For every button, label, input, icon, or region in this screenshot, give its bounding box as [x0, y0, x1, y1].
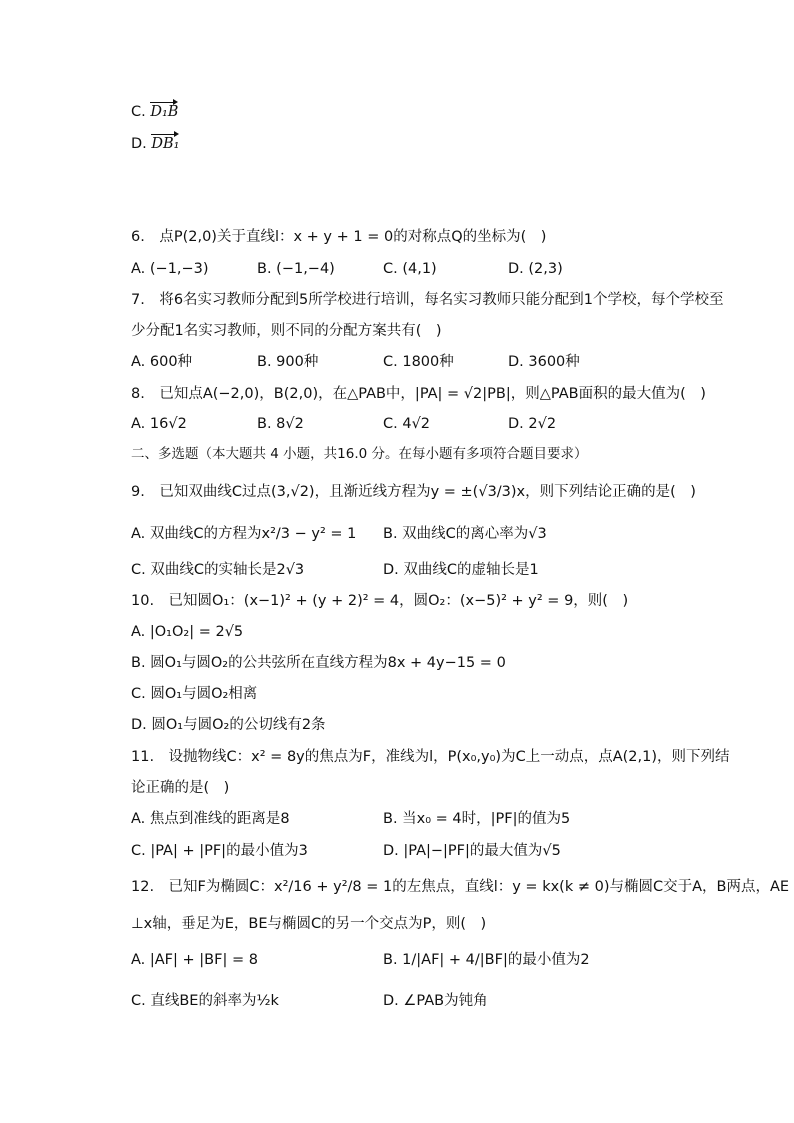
q12-stem-line2: ⊥x轴，垂足为E，BE与椭圆C的另一个交点为P，则( ): [131, 916, 487, 932]
q7-stem-line1: 7. 将6名实习教师分配到5所学校进行培训，每名实习教师只能分配到1个学校，每个学校至: [131, 292, 724, 308]
q9-option-b: B. 双曲线C的离心率为√3: [383, 526, 547, 542]
q6-option-d: D. (2,3): [508, 261, 563, 277]
q5-option-d: [131, 134, 179, 154]
q10-option-d: D. 圆O₁与圆O₂的公切线有2条: [131, 717, 326, 733]
q9-option-a: A. 双曲线C的方程为x²/3 − y² = 1: [131, 526, 357, 542]
q10-option-c: C. 圆O₁与圆O₂相离: [131, 686, 258, 702]
q8-option-b: B. 8√2: [257, 416, 304, 432]
q5-option-d-label: D.: [131, 136, 152, 152]
section-multi-choice-heading: 二、多选题（本大题共 4 小题，共16.0 分。在每小题有多项符合题目要求）: [131, 446, 588, 462]
q7-option-b: B. 900种: [257, 354, 319, 370]
q12-option-c: C. 直线BE的斜率为½k: [131, 993, 279, 1009]
q8-option-a: A. 16√2: [131, 416, 187, 432]
q5-option-d-vector: DB₁: [151, 136, 180, 152]
q10-option-b: B. 圆O₁与圆O₂的公共弦所在直线方程为8x + 4y−15 = 0: [131, 655, 506, 671]
q6-option-a: A. (−1,−3): [131, 261, 209, 277]
q11-option-c: C. |PA| + |PF|的最小值为3: [131, 843, 308, 859]
q11-option-d: D. |PA|−|PF|的最大值为√5: [383, 843, 561, 859]
q12-stem-line1: 12. 已知F为椭圆C：x²/16 + y²/8 = 1的左焦点，直线l：y = kx(k ≠ 0)与椭圆C交于A，B两点，AE: [131, 879, 790, 895]
q7-stem-line2: 少分配1名实习教师，则不同的分配方案共有( ): [131, 323, 442, 339]
q12-option-a: A. |AF| + |BF| = 8: [131, 952, 258, 968]
q7-option-d: D. 3600种: [508, 354, 580, 370]
q9-option-c: C. 双曲线C的实轴长是2√3: [131, 562, 305, 578]
q11-stem-line1: 11. 设抛物线C：x² = 8y的焦点为F，准线为l，P(x₀,y₀)为C上一动点，点A(2,1)，则下列结: [131, 749, 730, 765]
q8-stem: 8. 已知点A(−2,0)，B(2,0)，在△PAB中，|PA| = √2|PB|，则△PAB面积的最大值为( ): [131, 386, 706, 402]
q5-option-c: [131, 102, 178, 122]
q5-option-c-label: C.: [131, 104, 151, 120]
q8-option-c: C. 4√2: [383, 416, 431, 432]
q6-option-c: C. (4,1): [383, 261, 437, 277]
q11-option-b: B. 当x₀ = 4时，|PF|的值为5: [383, 811, 571, 827]
q8-option-d: D. 2√2: [508, 416, 557, 432]
q6-stem: 6. 点P(2,0)关于直线l：x + y + 1 = 0的对称点Q的坐标为( ): [131, 229, 547, 245]
q9-stem: 9. 已知双曲线C过点(3,√2)，且渐近线方程为y = ±(√3/3)x，则下列结论正确的是( ): [131, 484, 696, 500]
q5-option-c-vector: D₁B: [150, 104, 179, 120]
q11-stem-line2: 论正确的是( ): [131, 780, 230, 796]
q12-option-d: D. ∠PAB为钝角: [383, 993, 488, 1009]
q7-option-c: C. 1800种: [383, 354, 454, 370]
q9-option-d: D. 双曲线C的虚轴长是1: [383, 562, 539, 578]
q6-option-b: B. (−1,−4): [257, 261, 335, 277]
q10-stem: 10. 已知圆O₁：(x−1)² + (y + 2)² = 4，圆O₂：(x−5)² + y² = 9，则( ): [131, 593, 629, 609]
q7-option-a: A. 600种: [131, 354, 193, 370]
q11-option-a: A. 焦点到准线的距离是8: [131, 811, 290, 827]
q12-option-b: B. 1/|AF| + 4/|BF|的最小值为2: [383, 952, 590, 968]
q10-option-a: A. |O₁O₂| = 2√5: [131, 624, 244, 640]
